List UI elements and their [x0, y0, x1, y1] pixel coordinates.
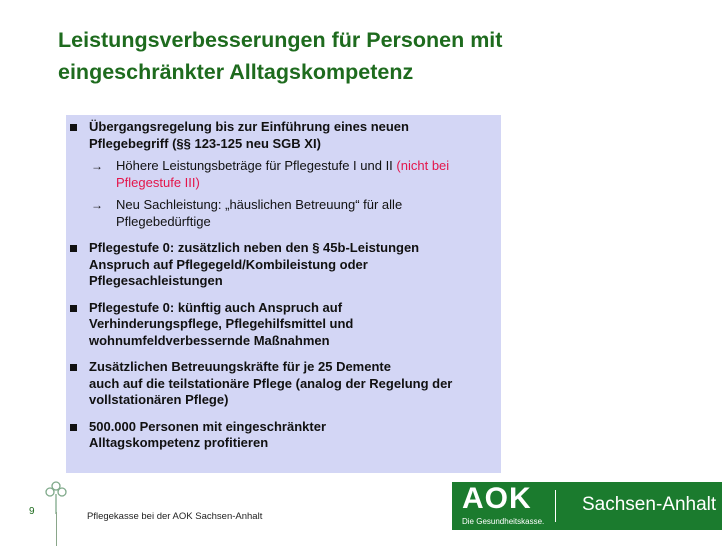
bullet-line: Zusätzlichen Betreuungskräfte für je 25 Demente — [89, 359, 391, 374]
title-line-2: eingeschränkter Alltagskompetenz — [58, 60, 414, 84]
footer-text: Pflegekasse bei der AOK Sachsen-Anhalt — [87, 511, 263, 522]
page-number: 9 — [29, 506, 35, 517]
sub-line: Neu Sachleistung: „häuslichen Betreuung“ für alle — [116, 197, 403, 212]
title-line-1: Leistungsverbesserungen für Personen mit — [58, 28, 503, 52]
bullet-line: Anspruch auf Pflegegeld/Kombileistung oder — [89, 256, 368, 272]
aok-slogan: Die Gesundheitskasse. — [462, 517, 545, 526]
bullet-line: auch auf die teilstationäre Pflege (analog der Regelung der — [89, 375, 453, 391]
tree-logo-icon — [43, 480, 69, 514]
bullet-item — [70, 119, 500, 152]
bullet-line: Pflegesachleistungen — [89, 273, 223, 288]
bullet-line: Übergangsregelung bis zur Einführung eines neuen — [89, 119, 409, 134]
sub-item — [70, 197, 500, 230]
square-bullet-icon — [70, 424, 77, 431]
bullet-item — [70, 359, 500, 409]
square-bullet-icon — [70, 124, 77, 131]
sub-item — [70, 158, 500, 191]
sub-line — [116, 158, 500, 175]
square-bullet-icon — [70, 364, 77, 371]
region-label: Sachsen-Anhalt — [582, 494, 717, 515]
bullet-line: Pflegestufe 0: künftig auch Anspruch auf — [89, 299, 343, 315]
arrow-right-icon: → — [91, 159, 103, 173]
sub-highlight: Pflegestufe III) — [116, 174, 200, 190]
bullet-item — [70, 419, 500, 452]
bullet-line: Alltagskompetenz profitieren — [89, 435, 269, 450]
arrow-right-icon: → — [91, 198, 103, 212]
bullet-line: Pflegestufe 0: zusätzlich neben den § 45b-Leistungen — [89, 240, 420, 255]
banner-divider — [555, 490, 556, 522]
slide-title — [58, 24, 698, 88]
footer-rule — [56, 512, 57, 546]
square-bullet-icon — [70, 305, 77, 312]
bullet-item — [70, 300, 500, 350]
sub-line: Pflegebedürftige — [116, 213, 211, 229]
bullet-line: Pflegebegriff (§§ 123-125 neu SGB XI) — [89, 135, 321, 151]
sub-highlight: (nicht bei — [396, 158, 450, 173]
sub-text: Höhere Leistungsbeträge für Pflegestufe I und II — [116, 158, 393, 173]
bullet-line: vollstationären Pflege) — [89, 392, 229, 407]
bullet-line: wohnumfeldverbessernde Maßnahmen — [89, 332, 330, 348]
bullet-line: Verhinderungspflege, Pflegehilfsmittel und — [89, 316, 354, 331]
bullet-list — [70, 119, 500, 452]
bullet-item — [70, 240, 500, 290]
bullet-line: 500.000 Personen mit eingeschränkter — [89, 418, 327, 434]
square-bullet-icon — [70, 245, 77, 252]
aok-logo: AOK — [462, 482, 532, 515]
